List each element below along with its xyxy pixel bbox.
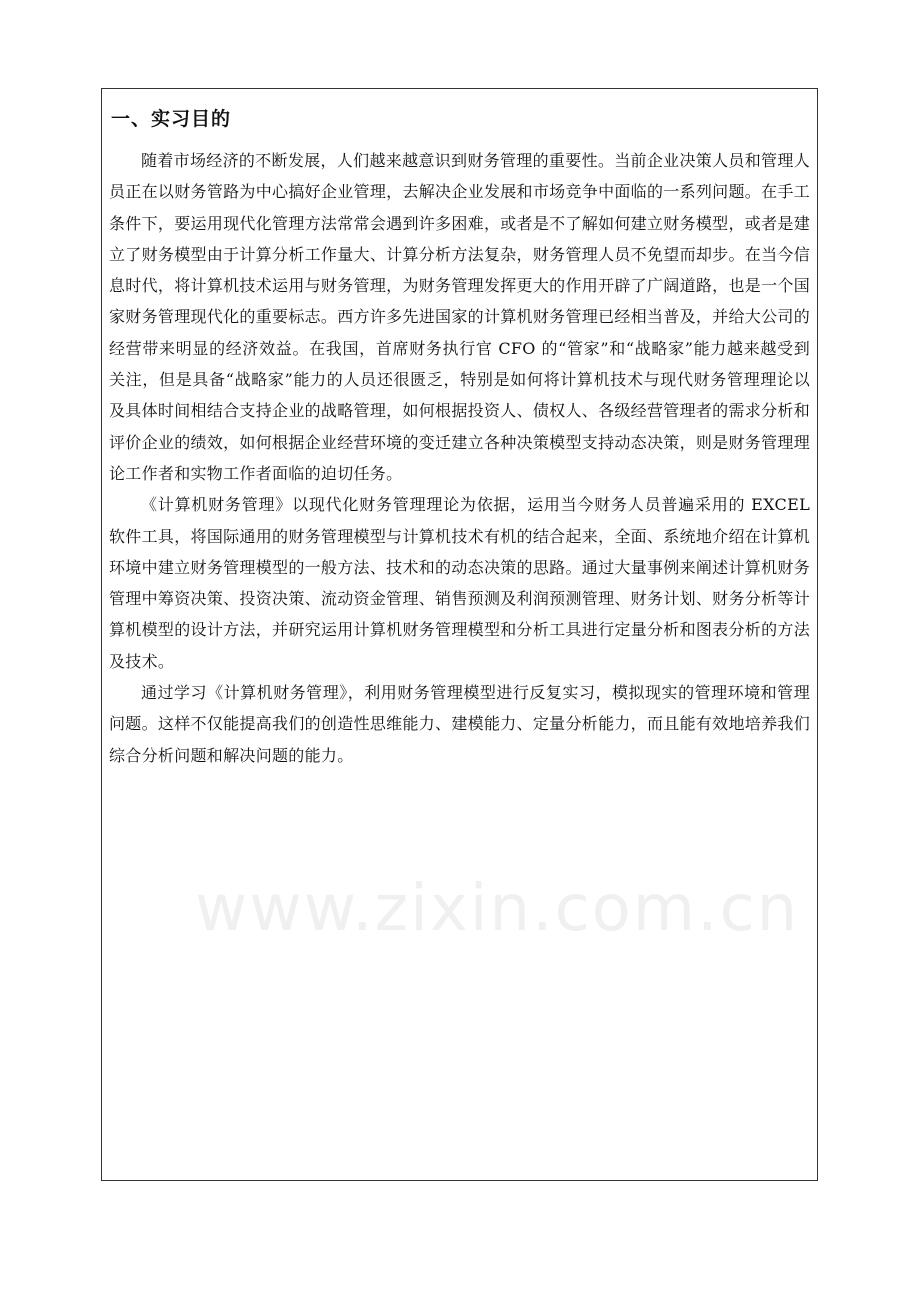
watermark: www.zixin.com.cn xyxy=(195,872,800,946)
document-frame xyxy=(101,88,818,1181)
section-title: 一、实习目的 xyxy=(111,108,232,130)
paragraph-3: 通过学习《计算机财务管理》，利用财务管理模型进行反复实习，模拟现实的管理环境和管理问题。这样不仅能提高我们的创造性思维能力、建模能力、定量分析能力，而且能有效地培养我们综合分析问题和解决问题的能力。 xyxy=(109,683,810,765)
body-text xyxy=(109,145,810,771)
paragraph-2: 《计算机财务管理》以现代化财务管理理论为依据，运用当今财务人员普遍采用的 EXCEL 软件工具，将国际通用的财务管理模型与计算机技术有机的结合起来，全面、系统地介绍在计算机环境中建立财务管理模型的一般方法、技术和的动态决策的思路。通过大量事例来阐述计算机财务管理中筹资决策、投资决策、流动资金管理、销售预测及利润预测管理、财务计划、财务分析等计算机模型的设计方法，并研究运用计算机财务管理模型和分析工具进行定量分析和图表分析的方法及技术。 xyxy=(109,495,810,671)
paragraph-1: 随着市场经济的不断发展，人们越来越意识到财务管理的重要性。当前企业决策人员和管理人员正在以财务管路为中心搞好企业管理，去解决企业发展和市场竞争中面临的一系列问题。在手工条件下，要运用现代化管理方法常常会遇到许多困难，或者是不了解如何建立财务模型，或者是建立了财务模型由于计算分析工作量大、计算分析方法复杂，财务管理人员不免望而却步。在当今信息时代，将计算机技术运用与财务管理，为财务管理发挥更大的作用开辟了广阔道路，也是一个国家财务管理现代化的重要标志。西方许多先进国家的计算机财务管理已经相当普及，并给大公司的经营带来明显的经济效益。在我国，首席财务执行官 CFO 的“管家”和“战略家”能力越来越受到关注，但是具备“战略家”能力的人员还很匮乏，特别是如何将计算机技术与现代财务管理理论以及具体时间相结合支持企业的战略管理，如何根据投资人、债权人、各级经营管理者的需求分析和评价企业的绩效，如何根据企业经营环境的变迁建立各种决策模型支持动态决策，则是财务管理理论工作者和实物工作者面临的迫切任务。 xyxy=(109,151,810,483)
